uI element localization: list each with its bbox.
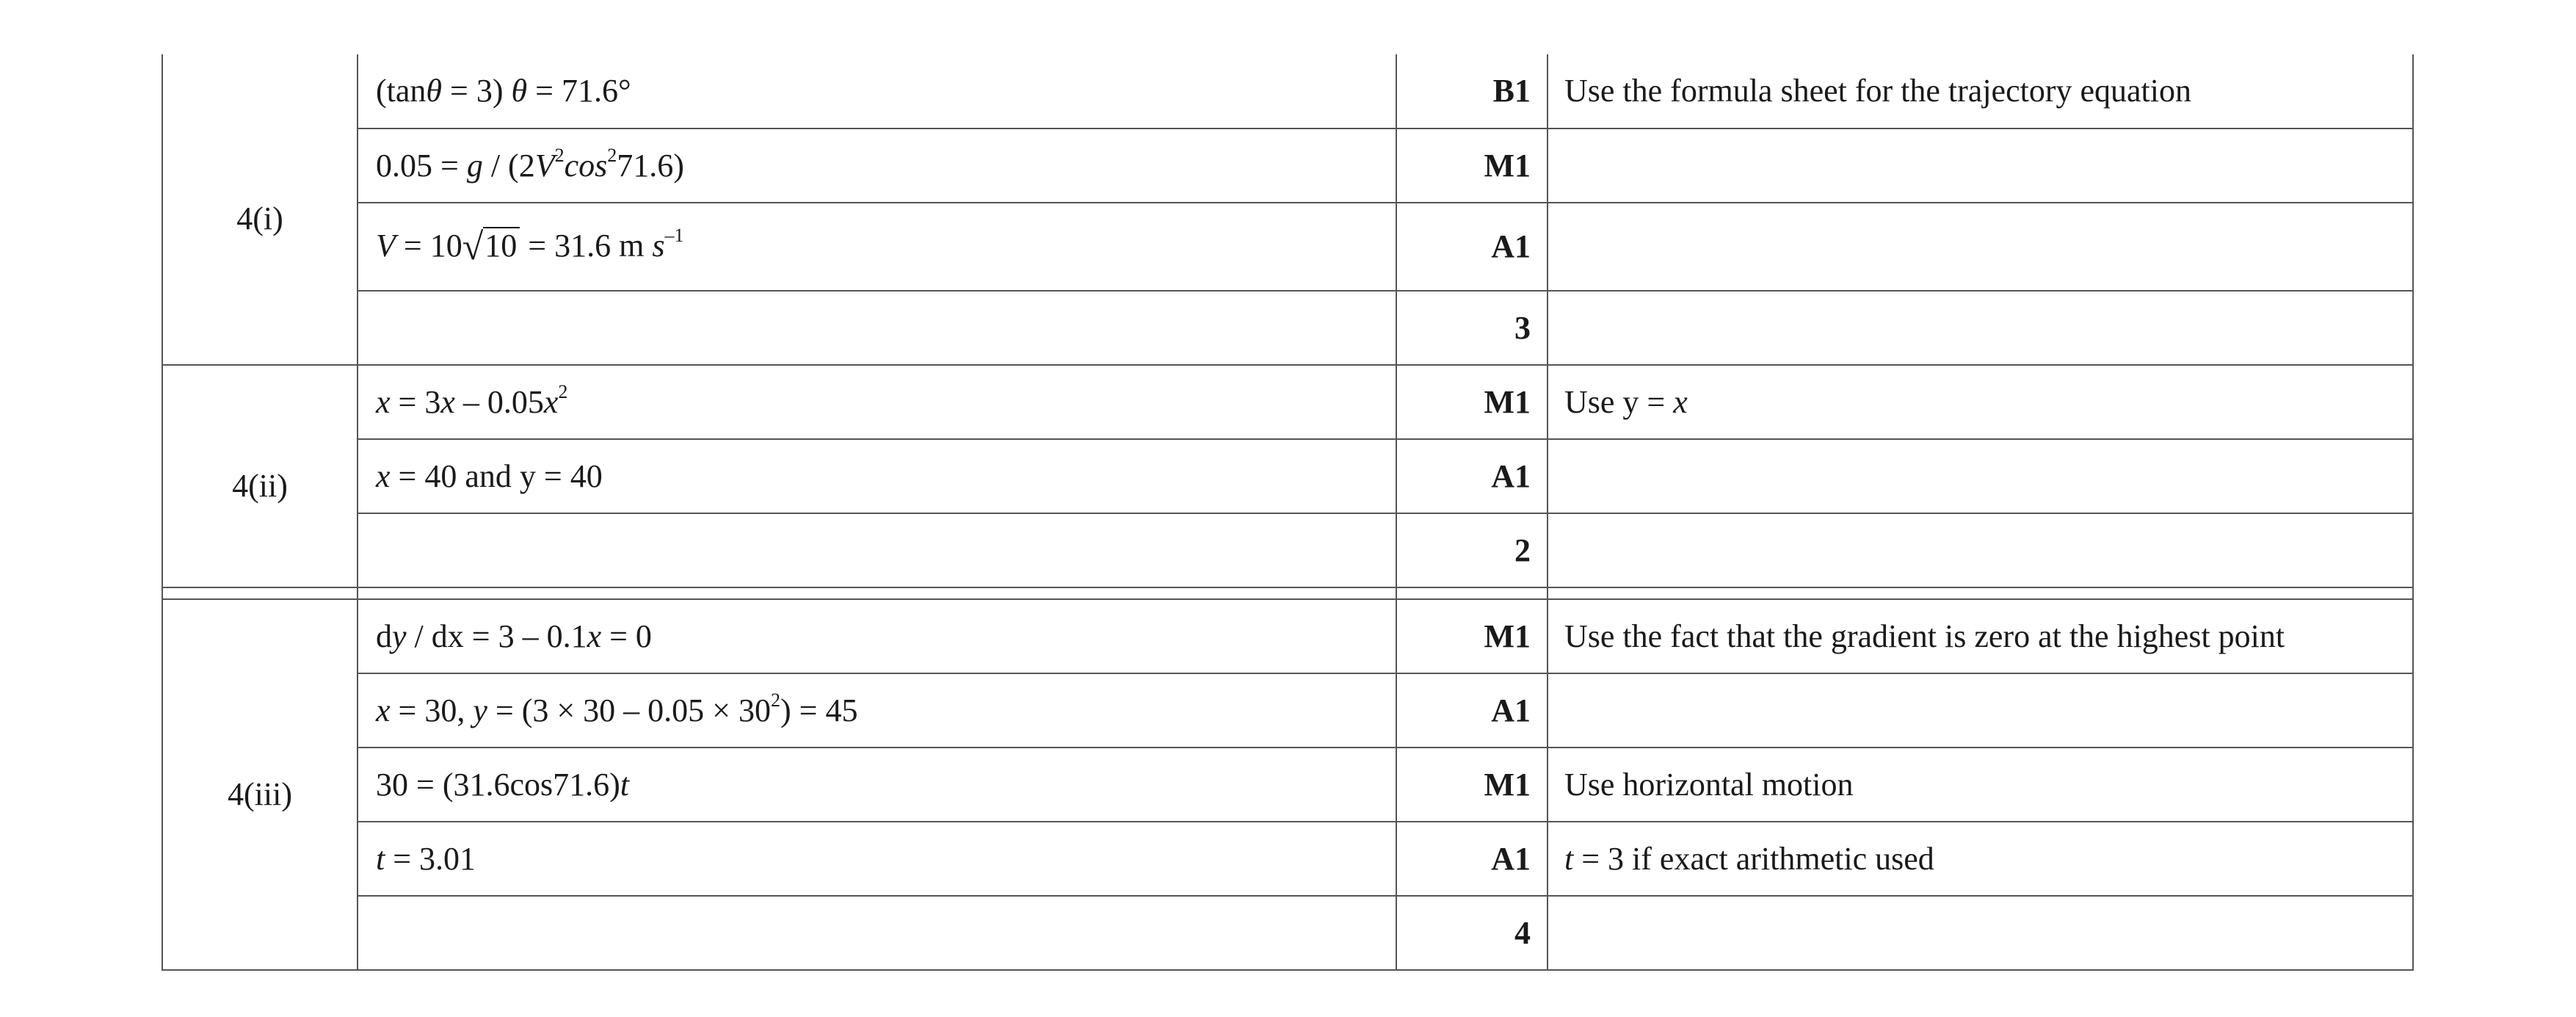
table-row: [162, 203, 2413, 291]
table-row: [162, 822, 2413, 896]
guidance-cell: t = 3 if exact arithmetic used: [1548, 822, 2413, 896]
guidance-cell: [1548, 673, 2413, 748]
question-number: 4(ii): [162, 365, 358, 587]
mark-cell: A1: [1396, 822, 1548, 896]
answer-cell: [358, 513, 1396, 587]
answer-cell: x = 30, $y = (3 \times 30 - 0.05 \times 30^2) = 45$: [358, 673, 1396, 748]
separator-cell: [358, 587, 1396, 599]
mark-cell: M1: [1396, 129, 1548, 203]
mark-cell: 2: [1396, 513, 1548, 587]
mark-cell: A1: [1396, 439, 1548, 513]
guidance-cell: [1548, 896, 2413, 970]
mark-cell: B1: [1396, 54, 1548, 129]
guidance-cell: Use horizontal motion: [1548, 748, 2413, 822]
question-number: 4(iii): [162, 599, 358, 970]
answer-cell: t = 3.01: [358, 822, 1396, 896]
section-separator: [162, 587, 2413, 599]
table-row: [162, 365, 2413, 439]
guidance-cell: [1548, 203, 2413, 291]
separator-cell: [162, 587, 358, 599]
answer-cell: $0.05 = g / (2V^2\cos^271.6)$: [358, 129, 1396, 203]
mark-scheme-sheet: [162, 54, 2412, 971]
answer-cell: 30 = (31.6cos71.6)t: [358, 748, 1396, 822]
mark-cell: 4: [1396, 896, 1548, 970]
guidance-cell: [1548, 439, 2413, 513]
guidance-cell: Use y = x: [1548, 365, 2413, 439]
table-row: [162, 439, 2413, 513]
mark-cell: M1: [1396, 365, 1548, 439]
mark-scheme-table: [162, 54, 2414, 971]
table-row: [162, 673, 2413, 748]
answer-cell: [358, 291, 1396, 365]
table-row: [162, 896, 2413, 970]
table-row: [162, 54, 2413, 129]
answer-cell: dy / dx = 3 – 0.1x = 0: [358, 599, 1396, 673]
guidance-cell: Use the formula sheet for the trajectory equation: [1548, 54, 2413, 129]
table-row: [162, 129, 2413, 203]
question-number: 4(i): [162, 54, 358, 365]
answer-cell: [358, 896, 1396, 970]
answer-cell: (tanθ = 3) θ = 71.6°: [358, 54, 1396, 129]
separator-cell: [1396, 587, 1548, 599]
table-row: [162, 599, 2413, 673]
guidance-cell: [1548, 291, 2413, 365]
guidance-cell: [1548, 513, 2413, 587]
answer-cell: $x = 3x - 0.05x^2$: [358, 365, 1396, 439]
table-row: [162, 291, 2413, 365]
table-row: [162, 748, 2413, 822]
answer-cell: V = 10√10 = 31.6 m $s^{-1}$: [358, 203, 1396, 291]
mark-cell: A1: [1396, 203, 1548, 291]
mark-cell: A1: [1396, 673, 1548, 748]
mark-cell: M1: [1396, 599, 1548, 673]
mark-cell: 3: [1396, 291, 1548, 365]
mark-cell: M1: [1396, 748, 1548, 822]
guidance-cell: Use the fact that the gradient is zero at the highest point: [1548, 599, 2413, 673]
answer-cell: x = 40 and y = 40: [358, 439, 1396, 513]
guidance-cell: [1548, 129, 2413, 203]
separator-cell: [1548, 587, 2413, 599]
table-row: [162, 513, 2413, 587]
